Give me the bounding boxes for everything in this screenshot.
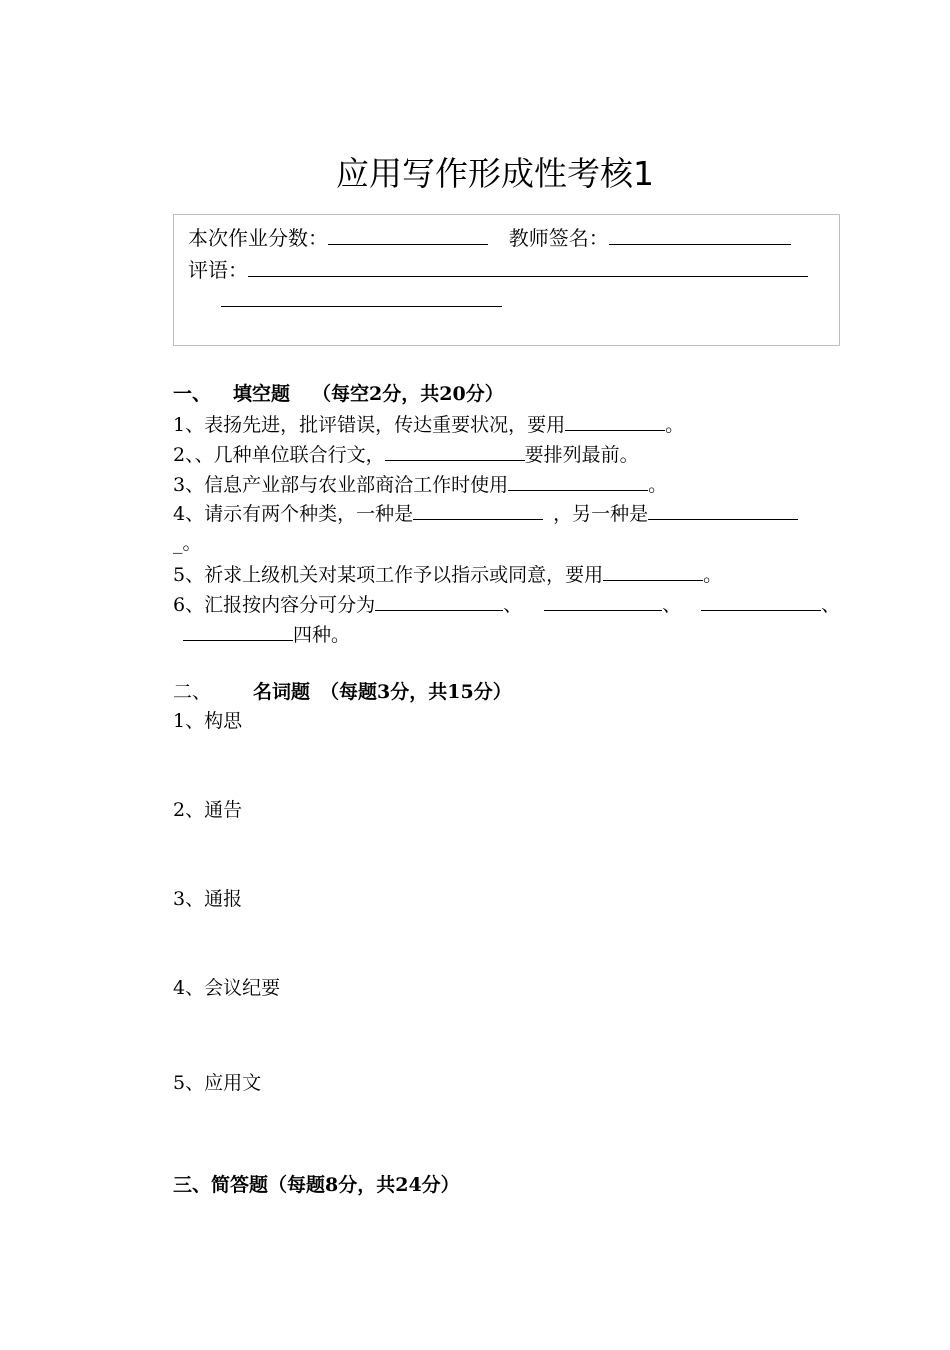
question-5-blank	[603, 560, 703, 581]
section1-heading	[173, 381, 504, 407]
section1-number: 一、	[173, 383, 212, 405]
comment-blank	[248, 256, 808, 277]
question-6-blank-4	[183, 620, 293, 641]
term-item: 5、应用文	[173, 1072, 262, 1094]
comment-blank-continued	[221, 306, 502, 307]
term-item: 1、构思	[173, 710, 243, 732]
question-4-mid: ，另一种是	[553, 503, 649, 525]
question-6-blank-1	[375, 590, 503, 611]
teacher-label: 教师签名：	[508, 226, 609, 250]
score-box	[173, 214, 840, 346]
question-6-blank-3	[701, 590, 821, 611]
question-4	[173, 499, 798, 527]
question-6-sep-2: 、	[662, 594, 682, 616]
question-6	[173, 590, 840, 618]
question-6-sep-3: 、	[821, 594, 841, 616]
question-1-blank	[565, 410, 665, 431]
section2-note: （每题3分，共15分）	[320, 681, 512, 703]
question-4-blank-2	[648, 499, 798, 520]
question-2-text: 2、、几种单位联合行文，	[173, 444, 385, 466]
question-1-end: 。	[665, 414, 685, 436]
question-5	[173, 560, 722, 588]
question-2-blank	[385, 440, 525, 461]
score-row	[188, 224, 791, 252]
section2-title: 名词题	[253, 681, 311, 703]
question-6-text: 6、汇报按内容分可分为	[173, 594, 376, 616]
page-title: 应用写作形成性考核1	[336, 154, 654, 193]
question-6-continued	[183, 620, 350, 648]
question-6-sep-1: 、	[503, 594, 523, 616]
score-blank	[328, 224, 488, 245]
score-label: 本次作业分数：	[188, 226, 328, 250]
section1-note: （每空2分，共20分）	[312, 383, 504, 405]
question-3-text: 3、信息产业部与农业部商洽工作时使用	[173, 474, 509, 496]
section2-number: 二、	[173, 681, 212, 703]
section2-heading	[173, 679, 512, 705]
question-3-end: 。	[648, 474, 668, 496]
comment-row	[188, 256, 808, 284]
question-4-blank-1	[413, 499, 543, 520]
question-2-end: 要排列最前。	[524, 444, 639, 466]
question-3	[173, 470, 667, 498]
term-item: 4、会议纪要	[173, 977, 281, 999]
term-item: 3、通报	[173, 888, 243, 910]
question-6-blank-2	[544, 590, 662, 611]
term-item: 2、通告	[173, 799, 243, 821]
teacher-signature-blank	[609, 224, 791, 245]
question-5-text: 5、祈求上级机关对某项工作予以指示或同意，要用	[173, 564, 604, 586]
section3-heading: 三、简答题（每题8分，共24分）	[173, 1174, 460, 1196]
comment-label: 评语：	[188, 258, 248, 282]
question-3-blank	[508, 470, 648, 491]
section1-title: 填空题	[233, 383, 291, 405]
question-4-text: 4、请示有两个种类，一种是	[173, 503, 414, 525]
question-6-end: 四种。	[293, 624, 351, 646]
question-2	[173, 440, 639, 468]
question-5-end: 。	[703, 564, 723, 586]
question-4-continued: _。	[173, 532, 202, 554]
question-1-text: 1、表扬先进，批评错误，传达重要状况，要用	[173, 414, 566, 436]
question-1	[173, 410, 684, 438]
